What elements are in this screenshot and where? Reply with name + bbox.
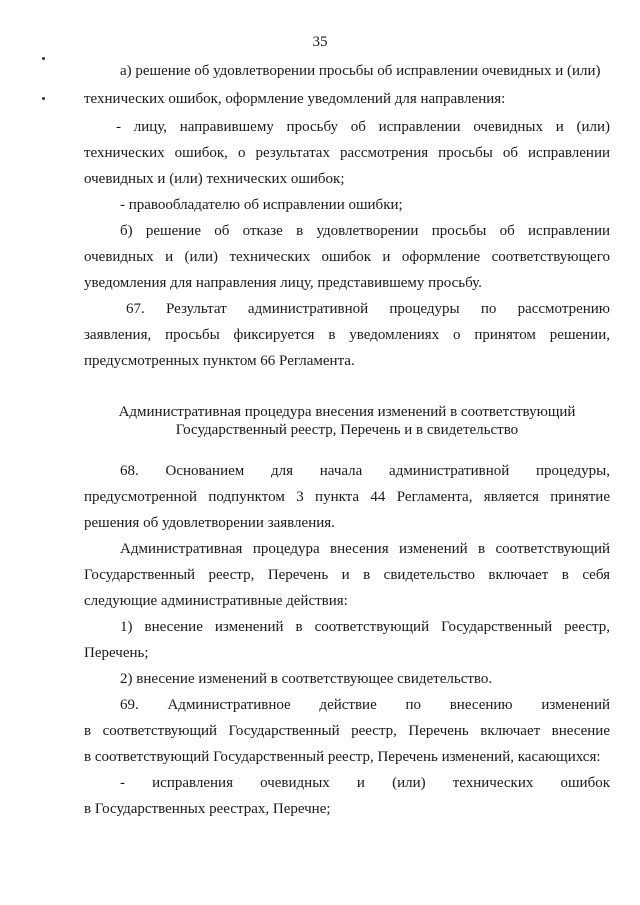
text-line: очевидных и (или) технических ошибок и оформление соответствующего bbox=[84, 249, 610, 265]
text-line: следующие административные действия: bbox=[84, 593, 348, 609]
text-line: предусмотренных пунктом 66 Регламента. bbox=[84, 353, 355, 369]
text-line: 2) внесение изменений в соответствующее свидетельство. bbox=[120, 671, 493, 687]
text-line: - исправления очевидных и (или) технических ошибок bbox=[120, 775, 610, 791]
text-line: 67. Результат административной процедуры по рассмотрению bbox=[126, 301, 610, 317]
scan-mark bbox=[42, 97, 45, 100]
text-line: 68. Основанием для начала административной процедуры, bbox=[120, 463, 610, 479]
text-line: заявления, просьбы фиксируется в уведомлениях о принятом решении, bbox=[84, 327, 610, 343]
text-line: б) решение об отказе в удовлетворении просьбы об исправлении bbox=[120, 223, 610, 239]
text-line: - лицу, направившему просьбу об исправлении очевидных и (или) bbox=[116, 119, 610, 135]
text-line: очевидных и (или) технических ошибок; bbox=[84, 171, 345, 187]
scan-mark bbox=[42, 57, 45, 60]
text-line: Перечень; bbox=[84, 645, 149, 661]
text-line: 1) внесение изменений в соответствующий Государственный реестр, bbox=[120, 619, 610, 635]
text-line: в соответствующий Государственный реестр, Перечень изменений, касающихся: bbox=[84, 749, 601, 765]
text-line: технических ошибок, оформление уведомлений для направления: bbox=[84, 91, 506, 107]
text-line: 69. Административное действие по внесению изменений bbox=[120, 697, 610, 713]
text-line: в Государственных реестрах, Перечне; bbox=[84, 801, 331, 817]
text-line: технических ошибок, о результатах рассмотрения просьбы об исправлении bbox=[84, 145, 610, 161]
text-line: Государственный реестр, Перечень и в свидетельство включает в себя bbox=[84, 567, 610, 583]
text-line: - правообладателю об исправлении ошибки; bbox=[120, 197, 403, 213]
text-line: в соответствующий Государственный реестр, Перечень включает внесение bbox=[84, 723, 610, 739]
text-line: а) решение об удовлетворении просьбы об исправлении очевидных и (или) bbox=[120, 63, 601, 79]
section-heading: Государственный реестр, Перечень и в свидетельство bbox=[175, 422, 519, 438]
text-line: уведомления для направления лицу, представившему просьбу. bbox=[84, 275, 482, 291]
section-heading: Административная процедура внесения изменений в соответствующий bbox=[118, 404, 576, 420]
text-line: Административная процедура внесения изменений в соответствующий bbox=[120, 541, 610, 557]
page-number: 35 bbox=[312, 34, 328, 50]
text-line: решения об удовлетворении заявления. bbox=[84, 515, 335, 531]
text-line: предусмотренной подпунктом 3 пункта 44 Регламента, является принятие bbox=[84, 489, 610, 505]
